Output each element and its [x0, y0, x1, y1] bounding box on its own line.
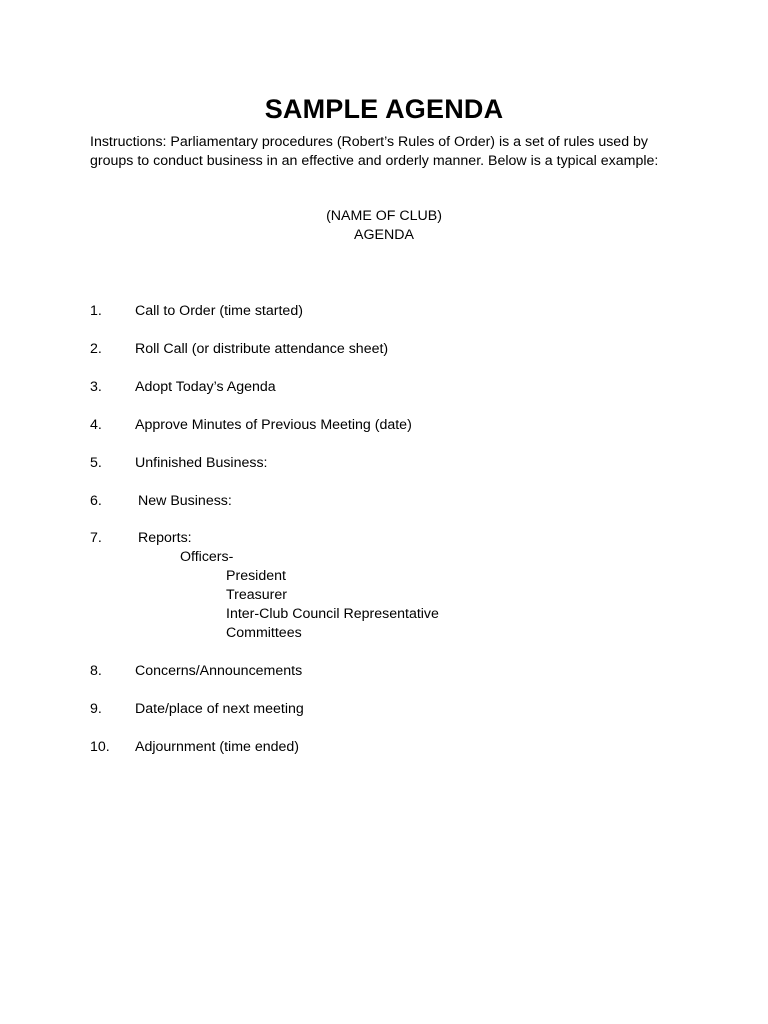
instructions-line-2: groups to conduct business in an effective and orderly manner. Below is a typical example:	[90, 153, 659, 169]
agenda-item-number: 5.	[90, 455, 102, 471]
reports-sub-item: President	[226, 568, 286, 584]
agenda-item-label: Reports:	[138, 530, 192, 546]
agenda-item-number: 6.	[90, 493, 102, 509]
agenda-item-label: Adjournment (time ended)	[135, 739, 300, 755]
agenda-item-number: 3.	[90, 379, 102, 395]
reports-sub-item: Treasurer	[226, 587, 287, 603]
agenda-item-number: 10.	[90, 739, 110, 755]
agenda-item-number: 4.	[90, 417, 102, 433]
instructions-line-1: Instructions: Parliamentary procedures (Robert’s Rules of Order) is a set of rules used by	[90, 134, 649, 150]
reports-sub-item: Inter-Club Council Representative	[226, 606, 439, 622]
page-title: SAMPLE AGENDA	[264, 94, 504, 124]
agenda-item-number: 2.	[90, 341, 102, 357]
agenda-item-label: New Business:	[138, 493, 232, 509]
agenda-item-label: Adopt Today’s Agenda	[135, 379, 276, 395]
agenda-item-number: 9.	[90, 701, 102, 717]
agenda-item-label: Unfinished Business:	[135, 455, 268, 471]
reports-sub-item: Committees	[226, 625, 302, 641]
agenda-item-label: Roll Call (or distribute attendance sheet)	[135, 341, 389, 357]
agenda-item-label: Concerns/Announcements	[135, 663, 303, 679]
agenda-item-number: 7.	[90, 530, 102, 546]
agenda-item-label: Call to Order (time started)	[135, 303, 303, 319]
agenda-item-label: Approve Minutes of Previous Meeting (date)	[135, 417, 412, 433]
agenda-item-number: 1.	[90, 303, 102, 319]
club-name-heading: (NAME OF CLUB)	[326, 208, 442, 224]
agenda-item-label: Date/place of next meeting	[135, 701, 304, 717]
agenda-heading: AGENDA	[354, 227, 414, 243]
instructions-paragraph	[90, 133, 690, 171]
reports-officers-label: Officers-	[180, 549, 234, 565]
agenda-item-number: 8.	[90, 663, 102, 679]
